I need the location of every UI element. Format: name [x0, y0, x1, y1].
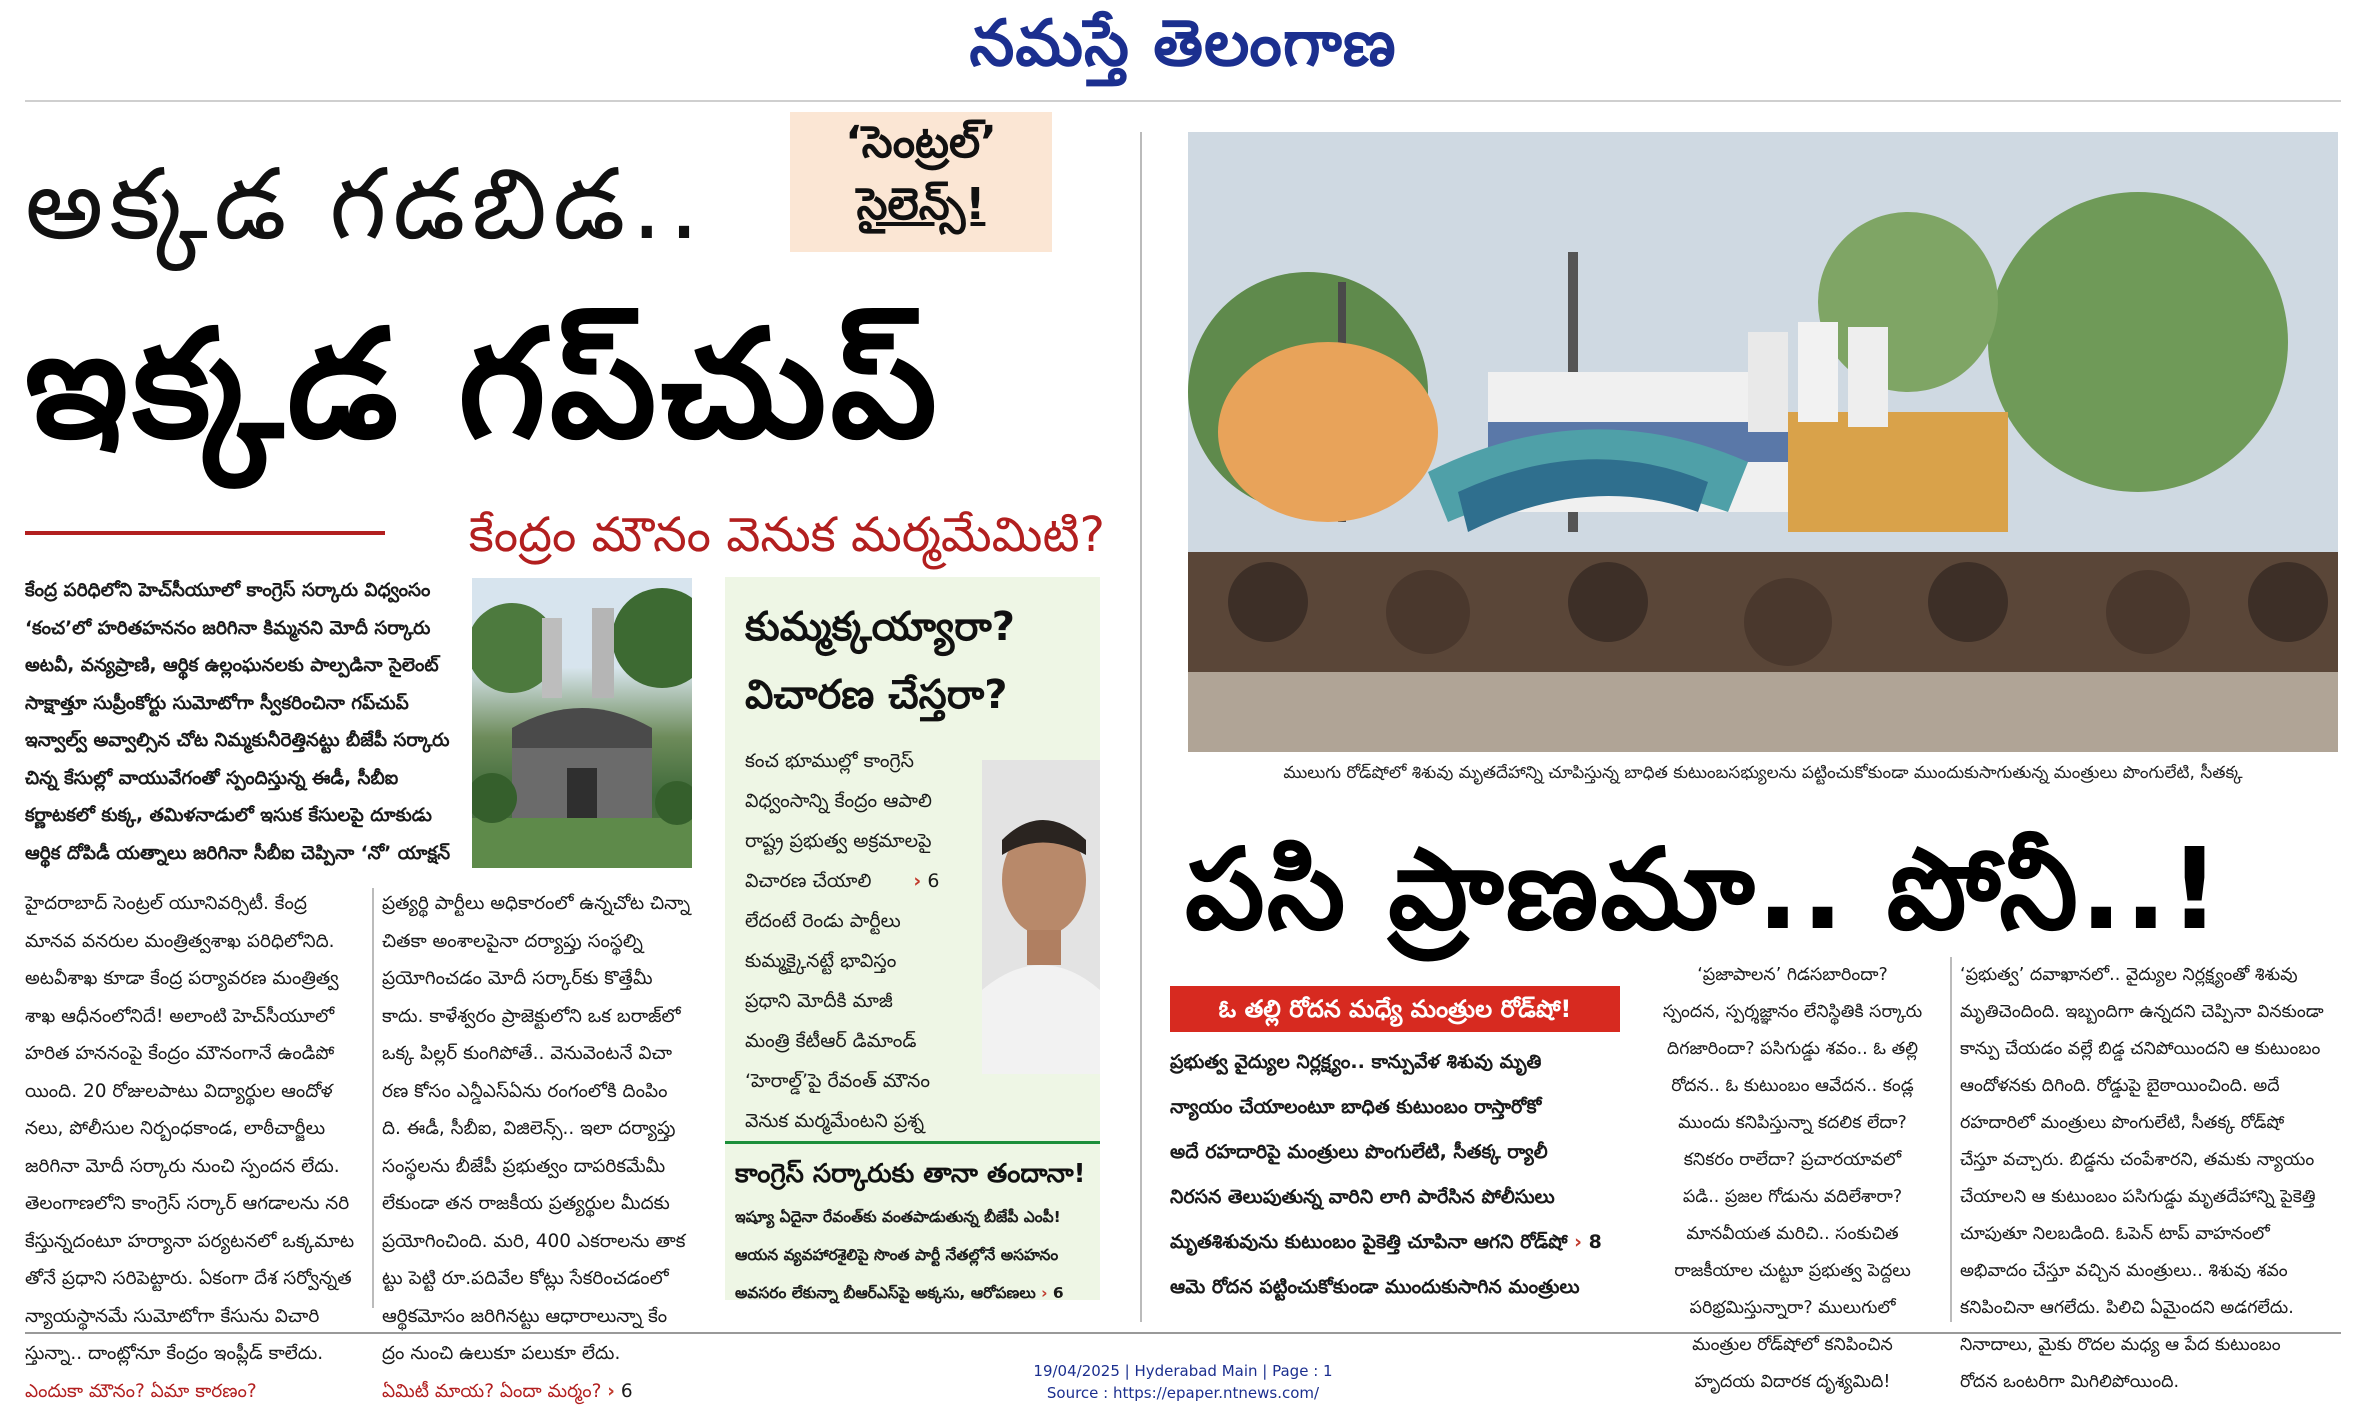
sidebar-sub-story — [735, 1150, 1095, 1312]
sidebar-line: లేదంటే రెండు పార్టీలు — [745, 910, 901, 932]
lead-line-with-ref — [1170, 1220, 1630, 1265]
lead-line: అదే రహదారిపై మంత్రులు పొంగులేటి, సీతక్క ర్యాలీ — [1170, 1141, 1548, 1163]
sidebar-sub-line: ఇష్యూ ఏదైనా రేవంత్‌కు వంతపాడుతున్న బీజేపీ ఎంపీ! — [735, 1208, 1061, 1226]
kicker-rule — [25, 531, 385, 535]
body-line: మానవ వనరుల మంత్రిత్వశాఖ పరిధిలోనిది. — [25, 930, 335, 952]
right-body-column-2 — [1960, 957, 2340, 1401]
body-line: అటవీశాఖ కూడా కేంద్ర పర్యావరణ మంత్రిత్వ — [25, 968, 339, 989]
sidebar-sub-line-row — [735, 1274, 1095, 1312]
footer-edition: 19/04/2025 | Hyderabad Main | Page : 1 — [1033, 1362, 1333, 1380]
sidebar-line: మంత్రి కేటీఆర్ డిమాండ్ — [745, 1030, 917, 1052]
body-line: పరిభ్రమిస్తున్నారా? ములుగులో — [1689, 1298, 1896, 1318]
lead-line: ఇన్వాల్వ్ అవ్వాల్సిన చోట నిమ్మకునీరెత్తినట్టు బీజేపీ సర్కారు — [25, 730, 450, 751]
page-ref-arrow-icon[interactable]: › — [1041, 1284, 1048, 1302]
sidebar-line: కుమ్మక్కైనట్టే భావిస్తం — [745, 950, 897, 972]
page-ref-arrow-icon[interactable]: › — [1574, 1231, 1582, 1253]
body-line: ప్రయోగించింది. మరి, 400 ఎకరాలను తాక — [382, 1230, 686, 1252]
photo-caption: ములుగు రోడ్‌షోలో శిశువు మృతదేహాన్ని చూపిస్తున్న బాధిత కుటుంబసభ్యులను పట్టించుకోకుండా ముందుకుసాగుతున్న మంత్రులు పొంగులేటి, సీతక్క — [1283, 763, 2243, 783]
body-line: ది. ఈడీ, సీబీఐ, విజిలెన్స్.. ఇలా దర్యాప్తు — [382, 1118, 676, 1139]
body-line: చేస్తూ వచ్చారు. బిడ్డను చంపేశారని, తమకు న్యాయం — [1960, 1150, 2315, 1170]
sidebar-line-with-ref — [745, 861, 975, 901]
sidebar-sub-headline: కాంగ్రెస్ సర్కారుకు తానా తందానా! — [735, 1159, 1086, 1189]
footer-source-link[interactable]: Source : https://epaper.ntnews.com/ — [1046, 1384, 1320, 1402]
body-line: నినాదాలు, మైకు రొదల మధ్య ఆ పేద కుటుంబం — [1960, 1335, 2281, 1355]
sidebar-sub-line: ఆయన వ్యవహారశైలిపై సొంత పార్టీ నేతల్లోనే అసహనం — [735, 1246, 1059, 1264]
body-line: ‘ప్రజాపాలన’ గిడసబారిందా? — [1697, 965, 1888, 985]
sidebar-page-ref[interactable]: 6 — [927, 870, 940, 892]
body-line: మానవీయత మరిచి.. సంకుచిత — [1686, 1224, 1899, 1244]
body-line: రోదన.. ఓ కుటుంబం ఆవేదన.. కండ్ల — [1671, 1076, 1914, 1096]
footer — [0, 1360, 2366, 1404]
headline-line1: అక్కడ గడబిడ.. — [25, 148, 706, 262]
sidebar-line: వెనుక మర్మమేంటని ప్రశ్న — [745, 1110, 925, 1132]
university-photo — [472, 578, 692, 868]
sidebar-headline-line2: విచారణ చేస్తరా? — [745, 672, 1008, 718]
sidebar-sub-page-ref[interactable]: 6 — [1052, 1284, 1064, 1302]
body-line: ఒక్క పిల్లర్ కుంగిపోతే.. వెనువెంటనే విచా — [382, 1043, 672, 1064]
body-line: కాదు. కాళేశ్వరం ప్రాజెక్టులోని ఒక బరాజ్‌లో — [382, 1005, 681, 1027]
roadshow-photo — [1188, 132, 2338, 752]
body-line: లేకుండా తన రాజకీయ ప్రత్యర్థుల మీదకు — [382, 1193, 670, 1214]
col1-end: ఎందుకా మౌనం? ఏమా కారణం? — [25, 1380, 257, 1402]
body-line: జరిగినా మోదీ సర్కారు నుంచి స్పందన లేదు. — [25, 1155, 340, 1177]
sidebar-headline — [725, 577, 1100, 729]
lead-line: కర్ణాటకలో కుక్క, తమిళనాడులో ఇసుక కేసులపై దూకుడు — [25, 805, 432, 826]
lead-line: చిన్న కేసుల్లో వాయువేగంతో స్పందిస్తున్న ఈడీ, సీబీఐ — [25, 767, 399, 789]
body-line: తోనే ప్రధాని సరిపెట్టారు. ఏకంగా దేశ సర్వోన్నత — [25, 1268, 352, 1289]
right-page-ref[interactable]: 8 — [1588, 1231, 1602, 1253]
kicker: కేంద్రం మౌనం వెనుక మర్మమేమిటి? — [468, 507, 1105, 563]
body-line: మృతిచెందింది. ఇబ్బందిగా ఉన్నదని చెప్పినా వినకుండా — [1960, 1002, 2324, 1022]
right-lead-bullets — [1170, 1040, 1630, 1310]
ktr-photo — [982, 760, 1100, 1074]
page-ref[interactable]: 6 — [620, 1380, 633, 1402]
body-line: తెలంగాణలోని కాంగ్రెస్ సర్కార్ ఆగడాలను నరి — [25, 1193, 350, 1214]
page-ref-arrow-icon[interactable]: › — [913, 870, 922, 892]
body-line: ‘ప్రభుత్వ’ దవాఖానలో.. వైద్యుల నిర్లక్ష్యంతో శిశువు — [1960, 965, 2298, 985]
lead-line: అటవీ, వన్యప్రాణి, ఆర్థిక ఉల్లంఘనలకు పాల్పడినా సైలెంట్ — [25, 655, 439, 676]
lead-line: నిరసన తెలుపుతున్న వారిని లాగి పారేసిన పోలీసులు — [1170, 1186, 1555, 1208]
body-line: హైదరాబాద్ సెంట్రల్ యూనివర్సిటీ. కేంద్ర — [25, 893, 307, 914]
column-divider — [1950, 957, 1952, 1322]
body-line: స్పందన, స్పర్శజ్ఞానం లేనిస్థితికి సర్కారు — [1662, 1002, 1923, 1022]
university-gate-image — [472, 578, 692, 868]
sidebar-headline-line1: కుమ్మక్కయ్యారా? — [745, 604, 1015, 650]
body-line: కనిపించినా ఆగలేదు. పిలిచి ఏమైందని అడగలేదు. — [1960, 1298, 2294, 1318]
body-line: యింది. 20 రోజులపాటు విద్యార్థుల ఆందోళ — [25, 1080, 333, 1102]
red-strap: ఓ తల్లి రోదన మధ్యే మంత్రుల రోడ్‌షో! — [1170, 986, 1620, 1032]
sidebar-line: విచారణ చేయాలి — [745, 870, 872, 892]
portrait-image — [982, 760, 1100, 1074]
body-line: హృదయ విదారక దృశ్యమిది! — [1694, 1372, 1891, 1392]
lead-line: న్యాయం చేయాలంటూ బాధిత కుటుంబం రాస్తారోకో — [1170, 1096, 1542, 1118]
lead-line: సాక్షాత్తూ సుప్రీంకోర్టు సుమోటోగా స్వీకరించినా గప్‌చుప్ — [25, 692, 409, 714]
sidebar-line: ప్రధాని మోదీకి మాజీ — [745, 990, 893, 1012]
body-line: పడి.. ప్రజల గోడును వదిలేశారా? — [1682, 1187, 1903, 1207]
body-line: రహదారిలో మంత్రులు పొంగులేటి, సీతక్క రోడ్‌షో — [1960, 1113, 2285, 1133]
body-line: మంత్రుల రోడ్‌షోలో కనిపించిన — [1692, 1335, 1893, 1355]
body-line: సంస్థలను బీజేపీ ప్రభుత్వం దాపరికమేమీ — [382, 1155, 666, 1177]
body-line: న్యాయస్థానమే సుమోటోగా కేసును విచారి — [25, 1305, 320, 1327]
body-line: కాన్పు చేయడం వల్లే బిడ్డ చనిపోయిందని ఆ కుటుంబం — [1960, 1039, 2321, 1059]
tag-line1: ‘సెంట్రల్’ — [845, 117, 997, 168]
body-line: రాజకీయాల చుట్టూ ప్రభుత్వ పెద్దలు — [1674, 1261, 1911, 1281]
body-line: ఆందోళనకు దిగింది. రోడ్డుపై బైఠాయించింది. అదే — [1960, 1076, 2280, 1096]
sidebar-line: ‘హెరాల్డ్’పై రేవంత్ మౌనం — [745, 1070, 931, 1092]
sidebar-sub-line: అవసరం లేకున్నా బీఆర్‌ఎస్‌పై అక్కసు, ఆరోపణలు — [735, 1284, 1036, 1302]
col2-end: ఏమిటీ మాయ? ఏందా మర్మం? — [382, 1380, 602, 1402]
sidebar-line: రాష్ట్ర ప్రభుత్వ అక్రమాలపై — [745, 830, 932, 852]
column-divider — [372, 888, 374, 1308]
tag-box — [790, 112, 1052, 252]
headline-line2: ఇక్కడ గప్‌చుప్ — [25, 298, 941, 472]
lead-line: ఆమె రోదన పట్టించుకోకుండా ముందుకుసాగిన మంత్రులు — [1170, 1276, 1580, 1298]
body-line: ప్రయోగించడం మోదీ సర్కార్‌కు కొత్తేమీ — [382, 968, 653, 989]
sidebar-body — [725, 741, 975, 1141]
body-line: చేయాలని ఆ కుటుంబం పసిగుడ్డు మృతదేహాన్ని పైకెత్తి — [1960, 1187, 2316, 1207]
body-line: రోదన ఒంటరిగా మిగిలిపోయింది. — [1960, 1372, 2180, 1392]
masthead-rule — [25, 100, 2341, 102]
lead-line: కేంద్ర పరిధిలోని హెచ్‌సీయూలో కాంగ్రెస్ సర్కారు విధ్వంసం — [25, 580, 431, 601]
body-line: చితకా అంశాలపైనా దర్యాప్తు సంస్థల్ని — [382, 930, 643, 952]
roadshow-crowd-image — [1188, 132, 2338, 752]
lead-line: ‘కంచ’లో హరితహననం జరిగినా కిమ్మనని మోదీ సర్కారు — [25, 617, 431, 639]
sidebar-line: విధ్వంసాన్ని కేంద్రం ఆపాలి — [745, 790, 932, 812]
body-line: ప్రత్యర్థి పార్టీలు అధికారంలో ఉన్నచోట చిన్నా — [382, 893, 691, 914]
lead-bullets — [25, 572, 465, 872]
tag-line2: సైలెన్స్! — [856, 179, 986, 230]
body-line: ద్రం నుంచి ఉలుకూ పలుకూ లేదు. — [382, 1343, 621, 1364]
body-line: ట్టు పెట్టి రూ.పదివేల కోట్లు సేకరించడంలో — [382, 1268, 669, 1289]
masthead-title: నమస్తే తెలంగాణ — [969, 6, 1397, 81]
body-line: కనికరం రాలేదా? ప్రచారయావలో — [1683, 1150, 1902, 1170]
footer-rule — [25, 1332, 2341, 1334]
body-line: ఆర్థికమోసం జరిగినట్టు ఆధారాలున్నా కేం — [382, 1305, 668, 1327]
body-line: హరిత హననంపై కేంద్రం మౌనంగానే ఉండిపో — [25, 1043, 335, 1064]
body-line: చూపుతూ నిలబడింది. ఓపెన్ టాప్ వాహనంలో — [1960, 1224, 2270, 1244]
page-ref-arrow-icon[interactable]: › — [607, 1380, 615, 1402]
body-line: రణ కోసం ఎన్డీఎస్‌ఏను రంగంలోకి దింపిం — [382, 1080, 668, 1102]
lead-line: ఆర్థిక దోపిడీ యత్నాలు జరిగినా సీబీఐ చెప్పినా ‘నో’ యాక్షన్ — [25, 842, 451, 864]
right-headline: పసి ప్రాణమా.. పోనీ..! — [1185, 825, 2223, 955]
lead-line: ప్రభుత్వ వైద్యుల నిర్లక్ష్యం.. కాన్పువేళ శిశువు మృతి — [1170, 1051, 1542, 1073]
sidebar-line: కంచ భూముల్లో కాంగ్రెస్ — [745, 750, 914, 772]
lead-line: మృతశిశువును కుటుంబం పైకెత్తి చూపినా ఆగని రోడ్‌షో — [1170, 1231, 1568, 1253]
section-divider — [1140, 132, 1142, 1322]
body-line: నలు, పోలీసుల నిర్బంధకాండ, లాఠీచార్జీలు — [25, 1118, 326, 1139]
right-body-column-1 — [1640, 957, 1945, 1401]
body-line: అభివాదం చేస్తూ వచ్చిన మంత్రులు.. శిశువు శవం — [1960, 1261, 2288, 1281]
body-line: ముందు కనిపిస్తున్నా కదలిక లేదా? — [1678, 1113, 1907, 1133]
body-line: శాఖ ఆధీనంలోనిదే! అలాంటి హెచ్‌సీయూలో — [25, 1005, 335, 1027]
body-line: దిగజారిందా? పసిగుడ్డు శవం.. ఓ తల్లి — [1666, 1039, 1919, 1059]
body-line: కేస్తున్నదంటూ హర్యానా పర్యటనలో ఒక్కమాట — [25, 1230, 355, 1252]
body-line: స్తున్నా.. దాంట్లోనూ కేంద్రం ఇంప్లీడ్ కాలేదు. — [25, 1343, 324, 1364]
